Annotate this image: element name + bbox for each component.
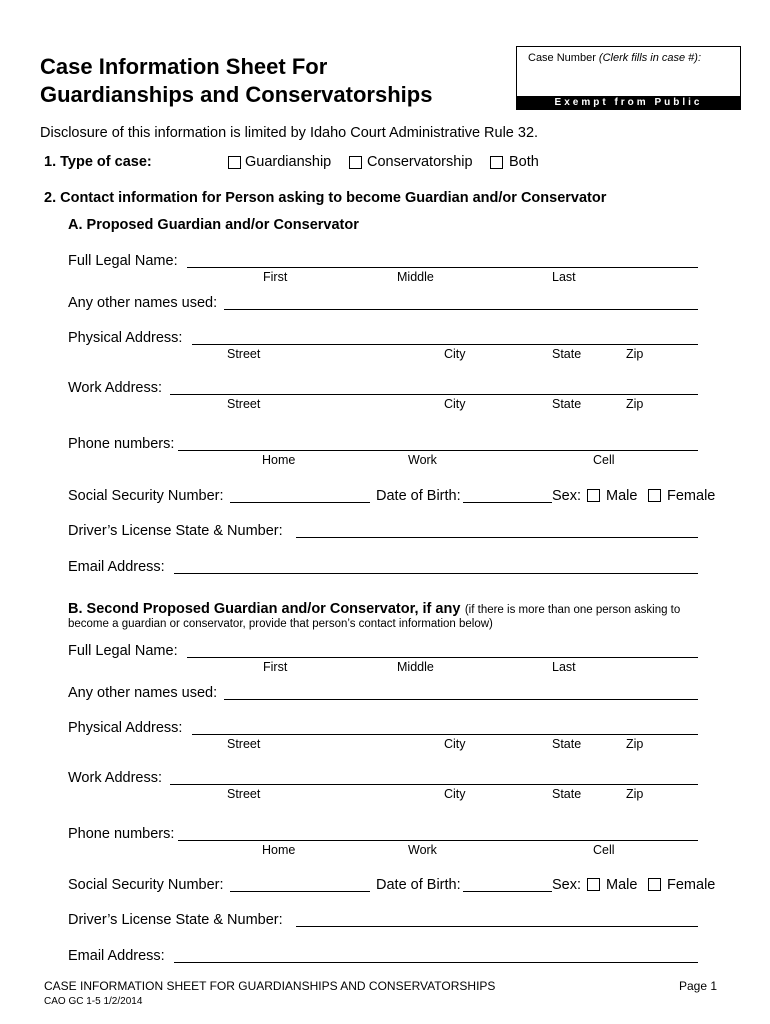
phone-numbers-label: Phone numbers:	[68, 826, 175, 842]
home-sublabel: Home	[262, 453, 296, 467]
zip-sublabel: Zip	[626, 737, 644, 751]
footer-page-number: Page 1	[679, 979, 718, 993]
city-sublabel: City	[444, 737, 466, 751]
state-sublabel: State	[552, 397, 582, 411]
footer-form-code: CAO GC 1-5 1/2/2014	[44, 996, 143, 1007]
type-of-case-label: 1. Type of case:	[44, 154, 152, 170]
work-address-line[interactable]	[170, 784, 698, 785]
work-sublabel: Work	[408, 453, 437, 467]
male-checkbox[interactable]	[587, 878, 600, 891]
form-title-line2: Guardianships and Conservatorships	[40, 82, 433, 107]
street-sublabel: Street	[227, 347, 261, 361]
physical-address-line[interactable]	[192, 734, 698, 735]
section-b-heading-row	[68, 600, 680, 618]
phone-numbers-label: Phone numbers:	[68, 436, 175, 452]
home-sublabel: Home	[262, 843, 296, 857]
last-sublabel: Last	[552, 660, 576, 674]
street-sublabel: Street	[227, 397, 261, 411]
section-b-note-line1: (if there is more than one person asking to	[464, 604, 681, 616]
female-label: Female	[667, 877, 716, 893]
contact-info-heading: 2. Contact information for Person asking to become Guardian and/or Conservator	[44, 190, 607, 206]
work-address-label: Work Address:	[68, 380, 163, 396]
email-line[interactable]	[174, 573, 698, 574]
other-names-line[interactable]	[224, 699, 698, 700]
full-legal-name-label: Full Legal Name:	[68, 643, 178, 659]
case-number-label: Case Number (Clerk fills in case #):	[528, 52, 701, 64]
drivers-license-line[interactable]	[296, 537, 698, 538]
street-sublabel: Street	[227, 737, 261, 751]
cell-sublabel: Cell	[593, 843, 615, 857]
last-sublabel: Last	[552, 270, 576, 284]
drivers-license-line[interactable]	[296, 926, 698, 927]
full-legal-name-line[interactable]	[187, 657, 698, 658]
middle-sublabel: Middle	[397, 270, 434, 284]
conservatorship-checkbox[interactable]	[349, 156, 362, 169]
other-names-label: Any other names used:	[68, 295, 218, 311]
city-sublabel: City	[444, 347, 466, 361]
city-sublabel: City	[444, 397, 466, 411]
female-checkbox[interactable]	[648, 489, 661, 502]
male-label: Male	[606, 877, 638, 893]
email-line[interactable]	[174, 962, 698, 963]
both-checkbox[interactable]	[490, 156, 503, 169]
sex-label: Sex:	[552, 488, 582, 504]
zip-sublabel: Zip	[626, 787, 644, 801]
section-b-note-line2: become a guardian or conservator, provide that person’s contact information below)	[68, 618, 493, 630]
first-sublabel: First	[263, 660, 288, 674]
female-label: Female	[667, 488, 716, 504]
physical-address-label: Physical Address:	[68, 720, 183, 736]
guardianship-checkbox[interactable]	[228, 156, 241, 169]
disclosure-text: Disclosure of this information is limited by Idaho Court Administrative Rule 32.	[40, 125, 539, 141]
ssn-line[interactable]	[230, 891, 370, 892]
state-sublabel: State	[552, 347, 582, 361]
other-names-line[interactable]	[224, 309, 698, 310]
ssn-label: Social Security Number:	[68, 877, 224, 893]
drivers-license-label: Driver’s License State & Number:	[68, 912, 283, 928]
ssn-line[interactable]	[230, 502, 370, 503]
full-legal-name-label: Full Legal Name:	[68, 253, 178, 269]
full-legal-name-line[interactable]	[187, 267, 698, 268]
exempt-banner: Exempt from Public Disclosure	[516, 96, 741, 110]
work-address-label: Work Address:	[68, 770, 163, 786]
section-b-heading: B. Second Proposed Guardian and/or Conservator, if any	[68, 601, 461, 617]
female-checkbox[interactable]	[648, 878, 661, 891]
physical-address-label: Physical Address:	[68, 330, 183, 346]
dob-line[interactable]	[463, 891, 552, 892]
form-title-line1: Case Information Sheet For	[40, 54, 328, 79]
dob-line[interactable]	[463, 502, 552, 503]
state-sublabel: State	[552, 737, 582, 751]
ssn-label: Social Security Number:	[68, 488, 224, 504]
phone-numbers-line[interactable]	[178, 450, 698, 451]
email-label: Email Address:	[68, 559, 165, 575]
other-names-label: Any other names used:	[68, 685, 218, 701]
street-sublabel: Street	[227, 787, 261, 801]
section-a-heading: A. Proposed Guardian and/or Conservator	[68, 217, 359, 233]
dob-label: Date of Birth:	[376, 488, 461, 504]
male-label: Male	[606, 488, 638, 504]
email-label: Email Address:	[68, 948, 165, 964]
first-sublabel: First	[263, 270, 288, 284]
footer-form-title: CASE INFORMATION SHEET FOR GUARDIANSHIPS AND CONSERVATORSHIPS	[44, 979, 496, 993]
middle-sublabel: Middle	[397, 660, 434, 674]
state-sublabel: State	[552, 787, 582, 801]
work-sublabel: Work	[408, 843, 437, 857]
guardianship-option-label: Guardianship	[245, 154, 332, 170]
drivers-license-label: Driver’s License State & Number:	[68, 523, 283, 539]
city-sublabel: City	[444, 787, 466, 801]
male-checkbox[interactable]	[587, 489, 600, 502]
phone-numbers-line[interactable]	[178, 840, 698, 841]
work-address-line[interactable]	[170, 394, 698, 395]
both-option-label: Both	[509, 154, 539, 170]
physical-address-line[interactable]	[192, 344, 698, 345]
zip-sublabel: Zip	[626, 397, 644, 411]
zip-sublabel: Zip	[626, 347, 644, 361]
cell-sublabel: Cell	[593, 453, 615, 467]
conservatorship-option-label: Conservatorship	[367, 154, 473, 170]
dob-label: Date of Birth:	[376, 877, 461, 893]
sex-label: Sex:	[552, 877, 582, 893]
